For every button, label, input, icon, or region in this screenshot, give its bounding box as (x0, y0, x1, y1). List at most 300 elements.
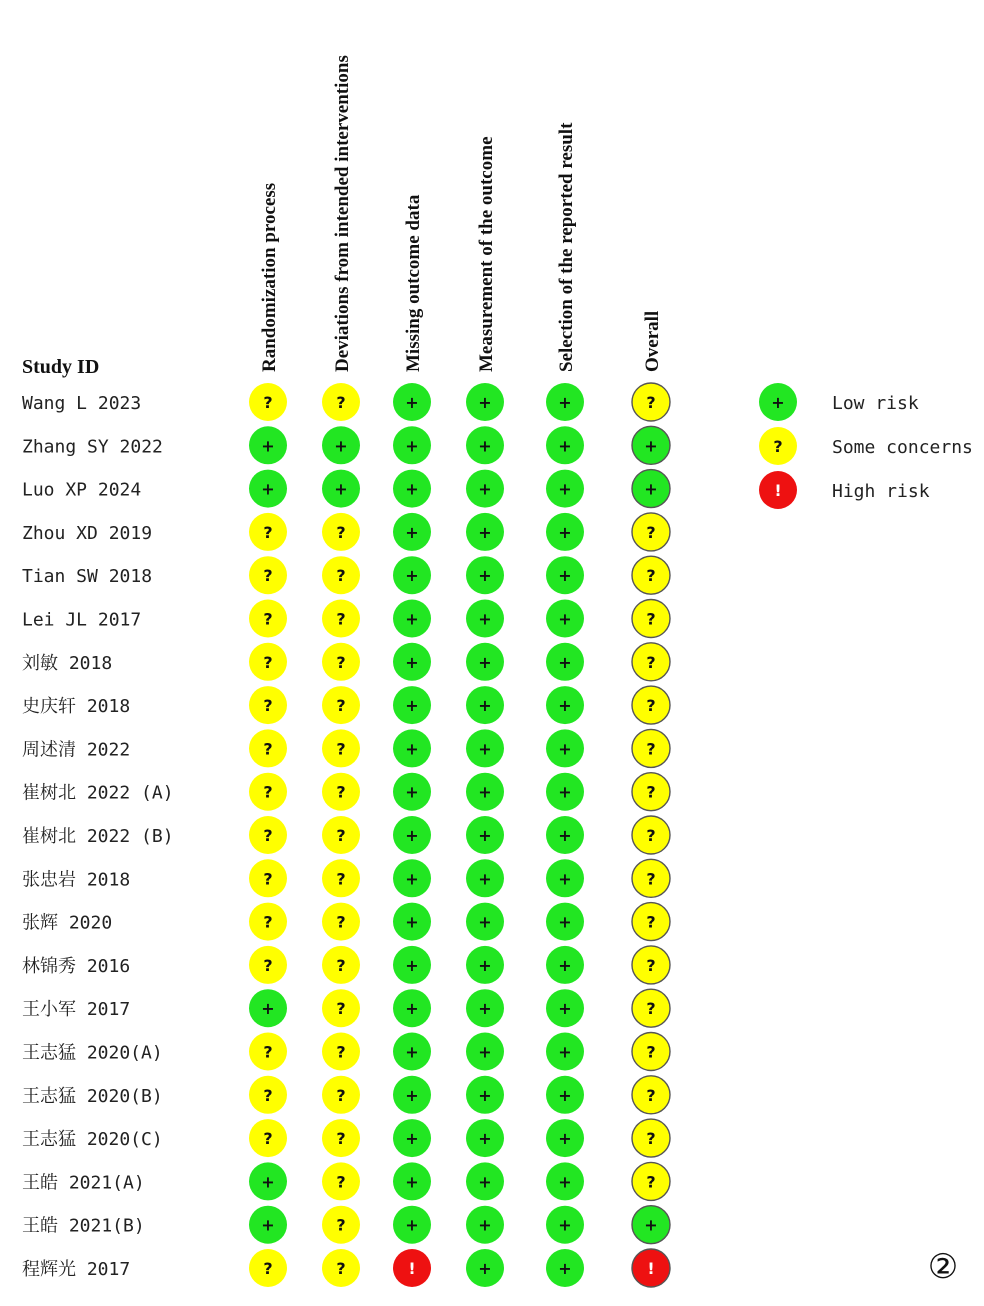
column-header-measurement-of-the-outcome: Measurement of the outcome (476, 136, 497, 372)
rating-some-marker (322, 903, 360, 941)
rating-symbol: + (261, 999, 275, 1019)
panel-number-label: ② (927, 1247, 959, 1287)
rating-symbol: + (644, 1215, 658, 1235)
study-label: 史庆轩 2018 (22, 696, 131, 718)
rating-symbol: + (261, 1215, 275, 1235)
rating-low-marker (466, 946, 504, 984)
rating-some-marker (322, 643, 360, 681)
rating-low-marker (466, 1076, 504, 1114)
rating-symbol: ? (263, 869, 273, 889)
rating-low-marker (393, 816, 431, 854)
rating-symbol: + (558, 1259, 572, 1278)
rating-symbol: + (558, 652, 572, 672)
study-label: 王志猛 2020(C) (22, 1129, 163, 1151)
rating-symbol: + (478, 479, 492, 499)
rating-symbol: + (478, 955, 492, 975)
rating-low-marker (466, 859, 504, 897)
rating-low-marker (393, 1076, 431, 1114)
rating-some-marker (322, 1162, 360, 1200)
rating-low-marker (249, 470, 287, 508)
study-label: 张忠岩 2018 (22, 869, 131, 891)
rating-low-marker (546, 1076, 584, 1114)
study-label: 王皓 2021(B) (22, 1215, 145, 1237)
rating-some-marker (632, 556, 670, 594)
table-row (22, 686, 670, 724)
rating-symbol: + (405, 869, 419, 889)
rating-symbol: + (405, 1215, 419, 1235)
table-row (22, 1076, 670, 1114)
rating-symbol: ? (263, 1042, 273, 1062)
rating-symbol: ? (263, 1129, 273, 1149)
rating-some-marker (322, 1033, 360, 1071)
rating-some-marker (632, 1119, 670, 1157)
rating-low-marker (546, 556, 584, 594)
rating-low-marker (546, 426, 584, 464)
rating-symbol: ? (263, 522, 273, 542)
rating-low-marker (393, 600, 431, 638)
rating-symbol: + (558, 1129, 572, 1149)
rating-symbol: + (644, 479, 658, 499)
legend-symbol: ? (773, 437, 783, 456)
rating-low-marker (632, 426, 670, 464)
rating-symbol: ? (336, 1215, 346, 1235)
study-label: Lei JL 2017 (22, 609, 142, 631)
rating-some-marker (249, 816, 287, 854)
rating-low-marker (466, 773, 504, 811)
rating-symbol: + (558, 522, 572, 542)
rating-symbol: + (478, 999, 492, 1019)
rating-symbol: + (405, 912, 419, 932)
rating-some-marker (249, 1119, 287, 1157)
rating-low-marker (466, 1162, 504, 1200)
rating-some-marker (322, 729, 360, 767)
rating-low-marker (466, 383, 504, 421)
rating-symbol: + (558, 1085, 572, 1105)
rating-some-marker (632, 859, 670, 897)
rating-symbol: + (478, 739, 492, 759)
study-label: Tian SW 2018 (22, 566, 153, 588)
rating-symbol: + (558, 826, 572, 845)
column-header-overall: Overall (642, 310, 663, 372)
rating-low-marker (393, 643, 431, 681)
rating-low-marker (546, 816, 584, 854)
rating-symbol: + (405, 1085, 419, 1105)
rating-symbol: + (478, 522, 492, 542)
rating-low-marker (393, 989, 431, 1027)
rating-symbol: + (405, 652, 419, 672)
legend-item-low-risk (759, 383, 919, 421)
rating-some-marker (322, 1119, 360, 1157)
rating-symbol: ? (336, 955, 346, 975)
legend (759, 383, 973, 509)
rating-symbol: + (405, 1172, 419, 1192)
rating-symbol: + (478, 826, 492, 845)
rating-symbol: + (478, 869, 492, 889)
legend-label: Low risk (832, 393, 919, 414)
rating-some-marker (322, 946, 360, 984)
rating-some-marker (322, 513, 360, 551)
rating-some-marker (249, 773, 287, 811)
study-label: 刘敏 2018 (22, 652, 113, 674)
rating-some-marker (322, 773, 360, 811)
rating-some-marker (632, 729, 670, 767)
rating-symbol: + (405, 782, 419, 802)
rating-symbol: ? (646, 393, 656, 412)
rating-symbol: ? (263, 652, 273, 672)
rating-symbol: + (558, 955, 572, 975)
rating-symbol: ? (646, 782, 656, 802)
study-label: Zhou XD 2019 (22, 522, 153, 544)
rating-symbol: + (405, 739, 419, 759)
rating-some-marker (322, 989, 360, 1027)
rating-low-marker (466, 903, 504, 941)
rating-low-marker (393, 773, 431, 811)
rating-low-marker (546, 773, 584, 811)
rating-symbol: + (558, 609, 572, 629)
rating-some-marker (632, 1076, 670, 1114)
rating-symbol: + (405, 955, 419, 975)
rating-low-marker (466, 1206, 504, 1244)
study-label: 王皓 2021(A) (22, 1172, 145, 1194)
rating-low-marker (546, 600, 584, 638)
rating-symbol: ? (263, 1259, 273, 1278)
rating-low-marker (466, 1249, 504, 1287)
rating-symbol: + (405, 479, 419, 499)
rating-low-marker (466, 513, 504, 551)
rating-low-marker (322, 426, 360, 464)
study-label: 崔树北 2022 (B) (22, 826, 174, 847)
rating-low-marker (546, 686, 584, 724)
study-label: 张辉 2020 (22, 912, 113, 934)
study-id-header: Study ID (22, 356, 100, 378)
study-label: 崔树北 2022 (A) (22, 782, 174, 804)
rating-symbol: + (478, 1129, 492, 1149)
rating-symbol: + (558, 999, 572, 1019)
column-header-randomization-process: Randomization process (259, 182, 280, 372)
rating-symbol: ? (263, 826, 273, 845)
rating-low-marker (466, 643, 504, 681)
rating-some-marker (249, 643, 287, 681)
rating-symbol: ? (263, 955, 273, 975)
rating-symbol: ? (263, 1085, 273, 1105)
rating-low-marker (546, 1033, 584, 1071)
table-row (22, 426, 670, 464)
rating-low-marker (393, 1206, 431, 1244)
table-row (22, 1249, 670, 1287)
rating-some-marker (322, 1249, 360, 1287)
rating-symbol: + (334, 479, 348, 499)
column-header-missing-outcome-data: Missing outcome data (403, 194, 424, 372)
rating-symbol: ? (336, 696, 346, 716)
table-row (22, 729, 670, 767)
column-header-selection-of-the-reported-result: Selection of the reported result (556, 122, 577, 372)
rating-symbol: ? (336, 999, 346, 1019)
rating-some-marker (322, 1076, 360, 1114)
rating-symbol: + (478, 912, 492, 932)
rating-symbol: ? (646, 869, 656, 889)
rating-some-marker (632, 600, 670, 638)
rating-some-marker (632, 513, 670, 551)
rating-symbol: + (558, 566, 572, 586)
rating-low-marker (322, 470, 360, 508)
legend-label: Some concerns (832, 437, 973, 458)
study-label: 程辉光 2017 (22, 1259, 131, 1280)
table-row (22, 383, 670, 421)
rating-high-marker (393, 1249, 431, 1287)
rating-low-marker (632, 470, 670, 508)
rating-symbol: ? (646, 1172, 656, 1192)
rating-some-marker (249, 513, 287, 551)
legend-item-some-concerns (759, 427, 973, 465)
legend-symbol: ! (774, 481, 782, 500)
rating-low-marker (393, 1162, 431, 1200)
rating-low-marker (546, 513, 584, 551)
table-row (22, 643, 670, 681)
rating-some-marker (322, 859, 360, 897)
rating-symbol: + (478, 1042, 492, 1062)
table-row (22, 946, 670, 984)
rating-symbol: ? (336, 739, 346, 759)
rating-symbol: ? (646, 955, 656, 975)
rating-some-marker (632, 816, 670, 854)
rating-symbol: ? (336, 1085, 346, 1105)
rating-some-marker (249, 859, 287, 897)
rating-some-marker (632, 946, 670, 984)
rating-symbol: ! (647, 1259, 655, 1278)
rating-some-marker (322, 600, 360, 638)
rating-low-marker (546, 643, 584, 681)
rating-some-marker (632, 773, 670, 811)
table-row (22, 1206, 670, 1244)
rating-low-marker (466, 1119, 504, 1157)
rating-low-marker (393, 859, 431, 897)
rating-low-marker (466, 426, 504, 464)
rating-symbol: ? (646, 739, 656, 759)
rating-symbol: + (478, 1215, 492, 1235)
rating-low-marker (546, 1162, 584, 1200)
rating-some-marker (632, 643, 670, 681)
rating-symbol: ? (263, 739, 273, 759)
rating-symbol: ? (336, 609, 346, 629)
rating-symbol: + (405, 696, 419, 716)
rating-symbol: + (405, 999, 419, 1019)
rating-some-marker (632, 383, 670, 421)
rating-low-marker (393, 729, 431, 767)
rating-low-marker (393, 903, 431, 941)
rating-some-marker (249, 600, 287, 638)
rating-some-marker (249, 946, 287, 984)
rating-low-marker (393, 1119, 431, 1157)
rating-high-marker (632, 1249, 670, 1287)
column-header-deviations-from-intended-interventions: Deviations from intended interventions (332, 55, 353, 372)
table-row (22, 556, 670, 594)
rating-low-marker (466, 686, 504, 724)
rating-low-marker (546, 383, 584, 421)
rating-low-marker (393, 1033, 431, 1071)
study-label: Zhang SY 2022 (22, 436, 163, 458)
rating-low-marker (546, 859, 584, 897)
rating-symbol: ? (646, 609, 656, 629)
rating-symbol: ? (646, 1085, 656, 1105)
study-label: 王志猛 2020(B) (22, 1085, 163, 1107)
rating-some-marker (249, 686, 287, 724)
table-row (22, 989, 670, 1027)
rating-some-marker (322, 556, 360, 594)
rating-low-marker (466, 1033, 504, 1071)
rating-symbol: + (478, 436, 492, 456)
study-rows (22, 383, 670, 1287)
rating-symbol: + (478, 566, 492, 586)
rating-symbol: ? (336, 826, 346, 845)
rating-symbol: ? (263, 912, 273, 932)
rating-symbol: + (261, 436, 275, 456)
rating-low-marker (546, 470, 584, 508)
table-row (22, 859, 670, 897)
rating-low-marker (632, 1206, 670, 1244)
rating-symbol: + (478, 1172, 492, 1192)
rating-symbol: + (558, 436, 572, 456)
rating-some-marker (322, 816, 360, 854)
rating-low-marker (393, 946, 431, 984)
rating-low-marker (393, 426, 431, 464)
rating-symbol: + (405, 609, 419, 629)
rating-symbol: + (644, 436, 658, 456)
rating-low-marker (249, 426, 287, 464)
rating-some-marker (632, 903, 670, 941)
rating-low-marker (466, 470, 504, 508)
rating-some-marker (249, 729, 287, 767)
rating-symbol: ? (646, 826, 656, 845)
rating-symbol: ? (646, 1042, 656, 1062)
rating-low-marker (466, 729, 504, 767)
rating-low-marker (393, 556, 431, 594)
rating-symbol: ? (263, 609, 273, 629)
rating-symbol: ? (336, 869, 346, 889)
rating-symbol: ? (336, 393, 346, 412)
rating-symbol: ? (336, 1172, 346, 1192)
rating-some-marker (322, 1206, 360, 1244)
rating-symbol: + (558, 782, 572, 802)
rating-low-marker (249, 1162, 287, 1200)
rating-symbol: + (405, 436, 419, 456)
rating-symbol: + (558, 479, 572, 499)
rating-some-marker (632, 1162, 670, 1200)
rating-some-marker (249, 556, 287, 594)
rating-low-marker (393, 383, 431, 421)
rating-low-marker (466, 556, 504, 594)
legend-label: High risk (832, 481, 930, 502)
table-row (22, 1162, 670, 1200)
rating-symbol: + (558, 393, 572, 412)
rating-low-marker (393, 470, 431, 508)
rating-symbol: + (478, 1259, 492, 1278)
rating-low-marker (393, 513, 431, 551)
rating-symbol: ? (336, 782, 346, 802)
table-row (22, 903, 670, 941)
rating-symbol: + (405, 393, 419, 412)
study-label: 林锦秀 2016 (22, 955, 131, 977)
study-label: Luo XP 2024 (22, 479, 142, 501)
rating-symbol: + (558, 1215, 572, 1235)
rating-low-marker (393, 686, 431, 724)
rating-symbol: ? (646, 566, 656, 586)
rating-symbol: ? (263, 566, 273, 586)
rating-low-marker (249, 1206, 287, 1244)
rating-some-marker (632, 1033, 670, 1071)
rating-symbol: + (478, 782, 492, 802)
study-label: 周述清 2022 (22, 739, 131, 761)
rating-low-marker (546, 946, 584, 984)
rating-some-marker (249, 383, 287, 421)
rating-symbol: ? (263, 782, 273, 802)
rating-symbol: + (558, 869, 572, 889)
table-row (22, 513, 670, 551)
rating-low-marker (546, 1206, 584, 1244)
rating-low-marker (466, 600, 504, 638)
rating-low-marker (466, 816, 504, 854)
table-row (22, 773, 670, 811)
rating-symbol: + (558, 912, 572, 932)
rating-symbol: ? (336, 652, 346, 672)
rating-symbol: + (558, 1042, 572, 1062)
rating-low-marker (546, 989, 584, 1027)
rating-some-marker (322, 383, 360, 421)
rating-some-marker (249, 1249, 287, 1287)
rating-symbol: ? (263, 696, 273, 716)
rating-some-marker (249, 1076, 287, 1114)
rating-symbol: + (405, 522, 419, 542)
rating-symbol: ? (336, 566, 346, 586)
table-row (22, 1119, 670, 1157)
rating-symbol: ? (263, 393, 273, 412)
rating-symbol: + (405, 566, 419, 586)
table-row (22, 1033, 670, 1071)
rating-symbol: ? (646, 652, 656, 672)
rating-low-marker (546, 729, 584, 767)
rating-some-marker (632, 989, 670, 1027)
study-label: Wang L 2023 (22, 393, 142, 414)
rating-symbol: + (558, 739, 572, 759)
rating-some-marker (249, 1033, 287, 1071)
table-row (22, 470, 670, 508)
rating-symbol: + (478, 393, 492, 412)
rating-symbol: + (558, 696, 572, 716)
rating-some-marker (322, 686, 360, 724)
rating-symbol: + (261, 1172, 275, 1192)
rating-symbol: ? (336, 522, 346, 542)
rating-symbol: + (405, 826, 419, 845)
rating-symbol: ? (646, 522, 656, 542)
rating-symbol: + (261, 479, 275, 499)
rating-symbol: ? (336, 1259, 346, 1278)
rating-some-marker (632, 686, 670, 724)
rating-symbol: + (478, 652, 492, 672)
rating-low-marker (249, 989, 287, 1027)
rating-some-marker (249, 903, 287, 941)
rating-symbol: + (478, 1085, 492, 1105)
rating-symbol: ! (408, 1259, 416, 1278)
column-headers (259, 55, 663, 372)
rating-symbol: ? (336, 1042, 346, 1062)
rating-symbol: ? (336, 1129, 346, 1149)
rating-symbol: ? (646, 912, 656, 932)
rating-low-marker (546, 1249, 584, 1287)
rating-symbol: ? (646, 696, 656, 716)
rating-symbol: ? (336, 912, 346, 932)
rating-symbol: ? (646, 1129, 656, 1149)
rating-symbol: + (478, 696, 492, 716)
rating-low-marker (546, 1119, 584, 1157)
